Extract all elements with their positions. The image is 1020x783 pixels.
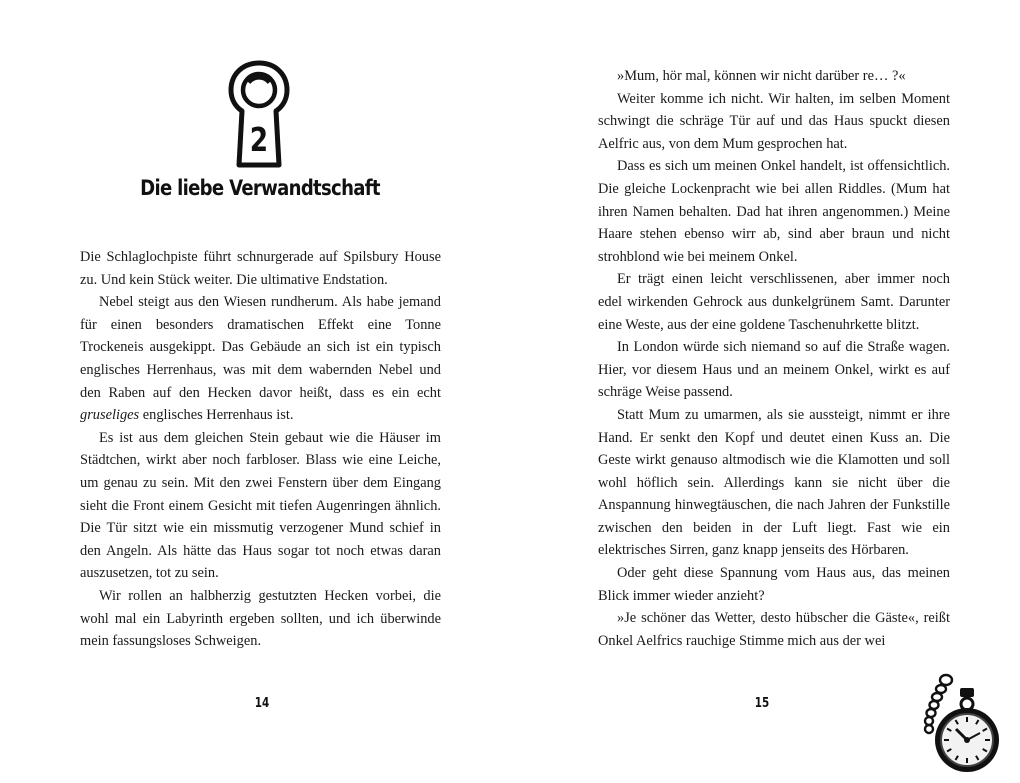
page-number-right: 15 <box>754 696 770 711</box>
page-number-left: 14 <box>254 696 270 711</box>
text-run: englisches Herrenhaus ist. <box>139 407 294 424</box>
text-run: In London würde sich niemand so auf die Straße wagen. Hier, vor diesem Haus und an meinem Onkel, wirkt es auf schräge Weise passend. <box>598 339 950 401</box>
emphasis-text: gruseliges <box>80 407 140 424</box>
paragraph <box>598 607 950 652</box>
paragraph <box>80 585 441 653</box>
paragraph <box>598 65 950 88</box>
text-run: Dass es sich um meinen Onkel handelt, ist offensichtlich. Die gleiche Lockenpracht wie bei allen Riddles. (Mum hat ihren Namen behalten. Dad hat ihren angenommen.) Meine Haare stehen ebenso wirr ab, sind aber braun und nicht strohblond wie bei meinem Onkel. <box>598 158 950 265</box>
text-run: »Mum, hör mal, können wir nicht darüber re… ?« <box>617 68 906 84</box>
paragraph <box>598 268 950 336</box>
text-run: Statt Mum zu umarmen, als sie aussteigt, nimmt er ihre Hand. Er senkt den Kopf und deutet einen Kuss an. Die Geste wirkt genauso altmodisch wie die Klamotten und soll wohl höflich sein. Allerdings kann sie nicht über die Anspannung hinwegtäuschen, die nach Jahren der Funkstille zwischen den beiden in der Luft liegt. Fast wie ein elektrisches Sirren, ganz knapp jenseits des Hörbaren. <box>598 406 950 559</box>
text-run: Nebel steigt aus den Wiesen rundherum. Als habe jemand für einen besonders dramatischen Effekt eine Tonne Trockeneis ausgekippt. Das Gebäude an sich ist ein typisch englisches Herrenhaus, was mit dem wabernden Nebel und den Raben auf den Hecken davor heißt, dass es ein echt <box>80 294 441 401</box>
pocket-watch-icon <box>910 670 1000 780</box>
paragraph <box>598 336 950 404</box>
right-page-body <box>598 65 950 652</box>
paragraph <box>598 562 950 607</box>
paragraph <box>80 246 441 291</box>
paragraph <box>598 404 950 562</box>
left-page-body <box>80 246 441 653</box>
text-run: »Je schöner das Wetter, desto hübscher die Gäste«, reißt Onkel Aelfrics rauchige Stimme mich aus der wei <box>598 610 950 649</box>
paragraph <box>80 427 441 585</box>
text-run: Weiter komme ich nicht. Wir halten, im selben Moment schwingt die schräge Tür auf und das Haus spuckt diesen Aelfric aus, von dem Mum gesprochen hat. <box>598 90 950 152</box>
paragraph <box>80 291 441 427</box>
text-run: Oder geht diese Spannung vom Haus aus, das meinen Blick immer wieder anzieht? <box>598 565 950 604</box>
chapter-number: 2 <box>249 121 269 160</box>
text-run: Er trägt einen leicht verschlissenen, aber immer noch edel wirkenden Gehrock aus dunkelgrünem Samt. Darunter eine Weste, aus der eine goldene Taschenuhrkette blitzt. <box>598 271 950 333</box>
right-page <box>510 0 1020 783</box>
text-run: Es ist aus dem gleichen Stein gebaut wie die Häuser im Städtchen, wirkt aber noch farbloser. Blass wie eine Leiche, um genau zu sein. Mit den zwei Fenstern über dem Eingang sieht die Front einem Gesicht mit tiefen Augenringen ähnlich. Die Tür sitzt wie ein missmutig verzogener Mund schief in den Angeln. Als hätte das Haus sogar tot noch etwas daran auszusetzen, tot zu sein. <box>80 429 441 582</box>
paragraph <box>598 155 950 268</box>
chapter-title: Die liebe Verwandtschaft <box>140 176 380 200</box>
text-run: Wir rollen an halbherzig gestutzten Hecken vorbei, die wohl mal ein Labyrinth ergeben sollten, und ich überwinde mein fassungsloses Schweigen. <box>80 587 441 650</box>
text-run: Die Schlaglochpiste führt schnurgerade auf Spilsbury House zu. Und kein Stück weiter. Die ultimative Endstation. <box>80 249 441 288</box>
keyhole-icon <box>228 60 290 168</box>
paragraph <box>598 88 950 156</box>
